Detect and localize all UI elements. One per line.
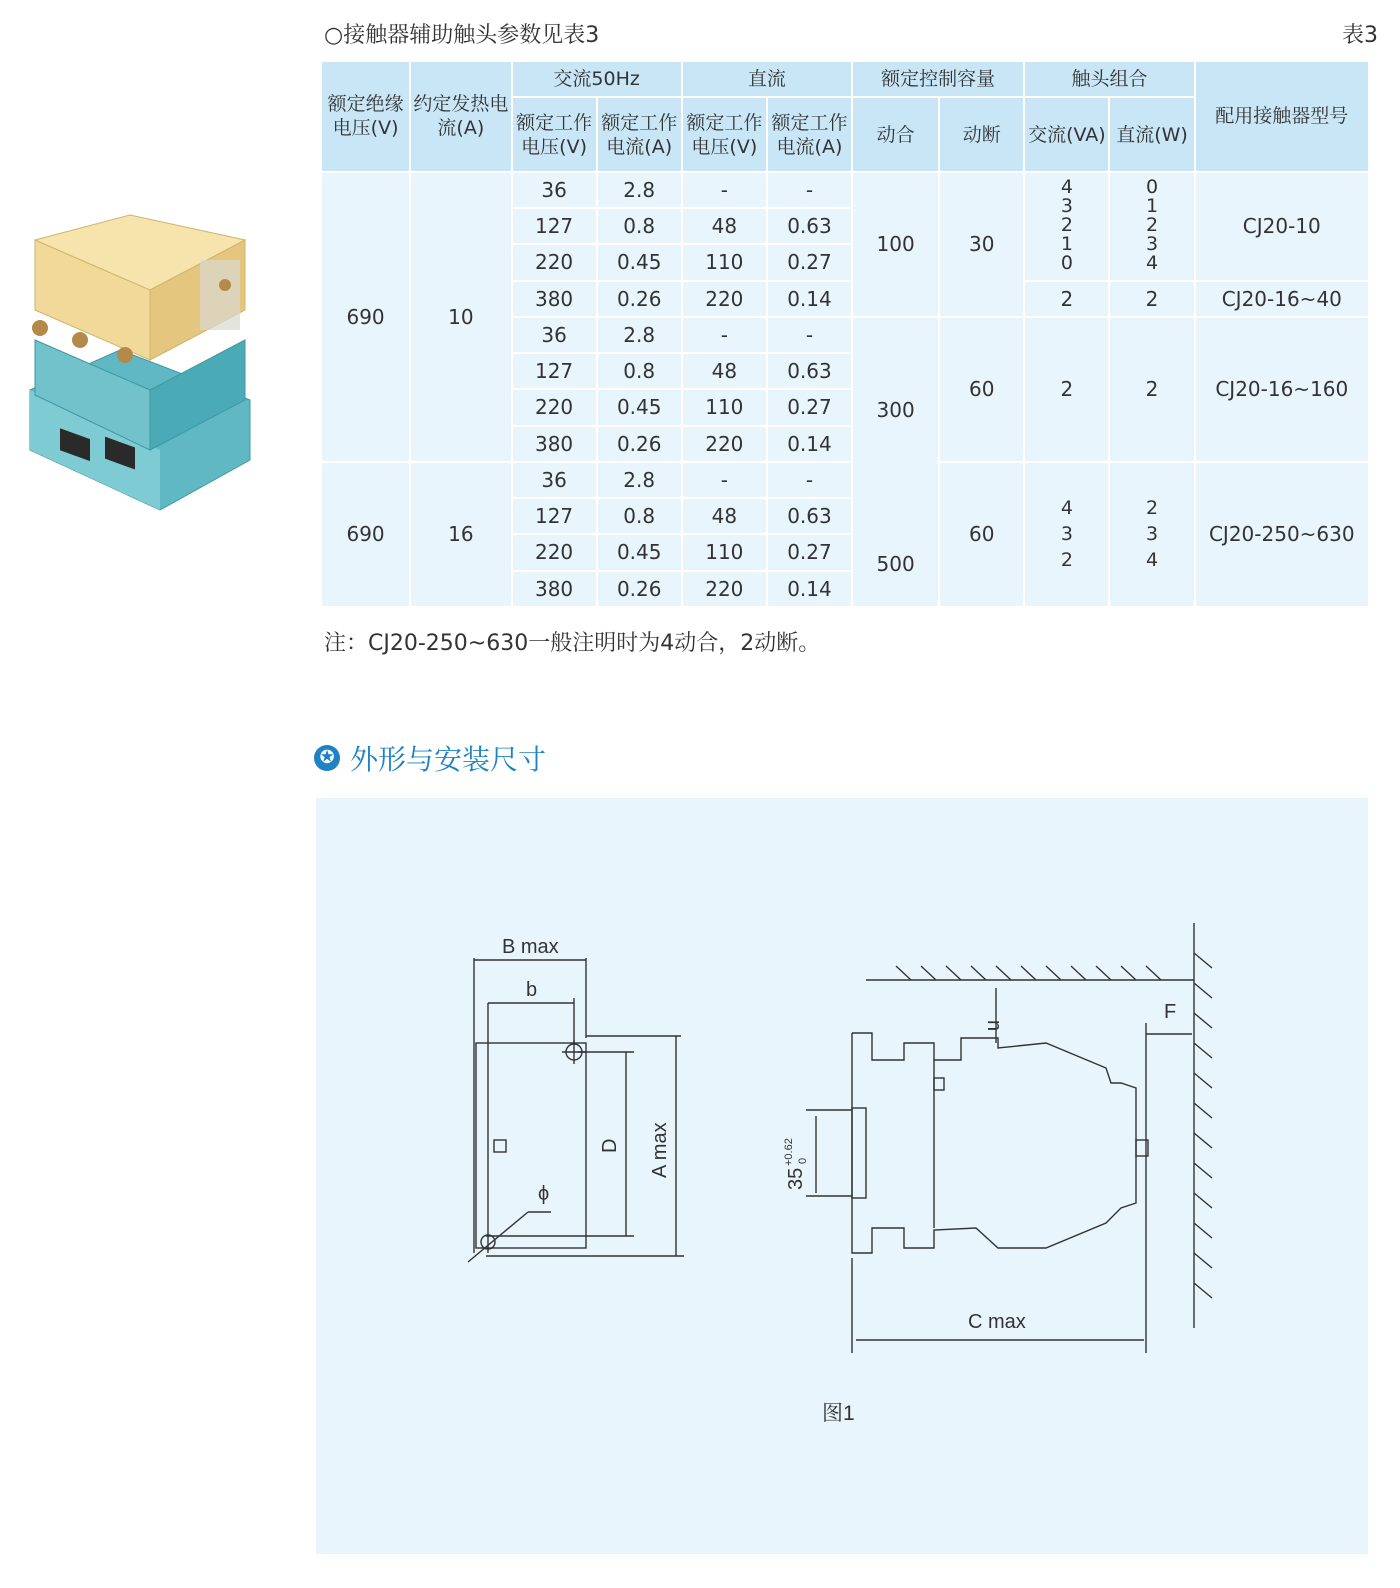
front-view-outline <box>476 1043 586 1248</box>
header-combo-ac: 交流(VA) <box>1025 98 1108 171</box>
table-number: 表3 <box>1342 23 1378 48</box>
cell-dc-a: 0.63 <box>768 499 851 533</box>
cell-dc-v: 48 <box>683 209 766 243</box>
cell-insulation-1: 690 <box>322 173 409 461</box>
cell-dc-v: 110 <box>683 245 766 279</box>
contactor-photo <box>10 200 270 520</box>
table-row <box>322 463 1368 497</box>
cell-dc-a: - <box>768 463 851 497</box>
cell-dc-a: 0.27 <box>768 245 851 279</box>
label-a-max: A max <box>649 1122 671 1178</box>
cell-ac-a: 0.26 <box>598 282 681 316</box>
label-d: D <box>599 1138 621 1153</box>
cell-dc-v: 110 <box>683 390 766 424</box>
header-thermal-current: 约定发热电流(A) <box>411 62 510 171</box>
cell-dc-a: 0.27 <box>768 390 851 424</box>
table-note: 注：CJ20-250~630一般注明时为4动合，2动断。 <box>324 631 821 656</box>
cell-ac-a: 0.45 <box>598 245 681 279</box>
cell-ac-a: 0.8 <box>598 354 681 388</box>
table-row <box>322 173 1368 207</box>
label-f: F <box>1164 1001 1177 1023</box>
header-ac-rated-current: 额定工作电流(A) <box>598 98 681 171</box>
label-c-max: C max <box>968 1311 1026 1333</box>
dimension-drawing <box>316 798 1368 1554</box>
cell-ac-v: 127 <box>513 354 596 388</box>
cell-dc-a: - <box>768 173 851 207</box>
cell-capacity-500: 500 <box>876 551 915 576</box>
aux-contact-params-table <box>320 60 1370 608</box>
cell-ac-v: 380 <box>513 427 596 461</box>
cell-dc-v: 48 <box>683 499 766 533</box>
cell-ac-a: 0.26 <box>598 427 681 461</box>
cell-ac-v: 36 <box>513 463 596 497</box>
cell-ac-v: 220 <box>513 390 596 424</box>
header-control-capacity: 额定控制容量 <box>853 62 1023 96</box>
header-break: 动断 <box>940 98 1023 171</box>
cell-combo-dc-a: 0 1 2 3 4 <box>1110 173 1193 280</box>
cell-combo-ac-c: 2 <box>1025 318 1108 461</box>
cell-dc-v: 48 <box>683 354 766 388</box>
star-icon: ✪ <box>314 745 340 771</box>
header-combo-dc: 直流(W) <box>1110 98 1193 171</box>
label-dim-35: 35 <box>785 1167 807 1190</box>
cell-dc-v: - <box>683 463 766 497</box>
cell-dc-v: - <box>683 318 766 352</box>
cell-ac-a: 0.45 <box>598 390 681 424</box>
cell-ac-v: 36 <box>513 318 596 352</box>
label-b: b <box>526 979 538 1001</box>
header-dc-rated-current: 额定工作电流(A) <box>768 98 851 171</box>
cell-dc-v: 220 <box>683 427 766 461</box>
cell-ac-a: 2.8 <box>598 463 681 497</box>
cell-combo-ac-b: 2 <box>1025 282 1108 316</box>
cell-dc-a: 0.14 <box>768 427 851 461</box>
cell-dc-v: - <box>683 173 766 207</box>
cell-dc-a: 0.63 <box>768 354 851 388</box>
label-phi: ϕ <box>538 1183 550 1205</box>
table-caption: ○接触器辅助触头参数见表3 <box>324 23 600 48</box>
cell-ac-v: 380 <box>513 282 596 316</box>
cell-dc-v: 220 <box>683 572 766 606</box>
label-tol-upper: +0.62 <box>783 1138 795 1166</box>
header-dc-rated-voltage: 额定工作电压(V) <box>683 98 766 171</box>
cell-ac-a: 2.8 <box>598 318 681 352</box>
cell-dc-v: 110 <box>683 535 766 569</box>
section-title: 外形与安装尺寸 <box>350 743 547 776</box>
cell-combo-dc-d: 2 3 4 <box>1110 463 1193 606</box>
cell-combo-ac-d: 4 3 2 <box>1025 463 1108 606</box>
dimension-drawing-svg <box>316 798 1368 1554</box>
cell-combo-dc-b: 2 <box>1110 282 1193 316</box>
cell-thermal-1: 10 <box>411 173 510 461</box>
figure-caption: 图1 <box>822 1402 855 1425</box>
cell-thermal-2: 16 <box>411 463 510 606</box>
cell-ac-v: 220 <box>513 245 596 279</box>
cell-ac-a: 2.8 <box>598 173 681 207</box>
header-matching-model: 配用接触器型号 <box>1196 62 1368 171</box>
header-insulation-voltage: 额定绝缘电压(V) <box>322 62 409 171</box>
cell-capacity-30: 30 <box>940 173 1023 316</box>
cell-capacity-300-500 <box>853 318 938 606</box>
cell-ac-a: 0.8 <box>598 209 681 243</box>
cell-model-3: CJ20-16~160 <box>1196 318 1368 461</box>
cell-ac-v: 127 <box>513 499 596 533</box>
cell-ac-v: 380 <box>513 572 596 606</box>
cell-ac-a: 0.45 <box>598 535 681 569</box>
cell-ac-v: 36 <box>513 173 596 207</box>
cell-dc-a: - <box>768 318 851 352</box>
cell-insulation-2: 690 <box>322 463 409 606</box>
cell-model-4: CJ20-250~630 <box>1196 463 1368 606</box>
section-heading <box>314 738 546 778</box>
cell-ac-v: 220 <box>513 535 596 569</box>
cell-capacity-60b: 60 <box>940 463 1023 606</box>
cell-dc-v: 220 <box>683 282 766 316</box>
cell-dc-a: 0.27 <box>768 535 851 569</box>
label-tol-lower: 0 <box>797 1157 809 1164</box>
label-b-max: B max <box>502 936 559 958</box>
cell-capacity-300: 300 <box>876 397 915 422</box>
cell-capacity-100: 100 <box>853 173 938 316</box>
cell-ac-v: 127 <box>513 209 596 243</box>
label-n: n <box>983 1020 1005 1032</box>
header-make: 动合 <box>853 98 938 171</box>
header-dc: 直流 <box>683 62 851 96</box>
cell-combo-ac-a: 4 3 2 1 0 <box>1025 173 1108 280</box>
cell-model-2: CJ20-16~40 <box>1196 282 1368 316</box>
cell-dc-a: 0.14 <box>768 282 851 316</box>
cell-combo-dc-c: 2 <box>1110 318 1193 461</box>
cell-ac-a: 0.8 <box>598 499 681 533</box>
cell-model-1: CJ20-10 <box>1196 173 1368 280</box>
cell-ac-a: 0.26 <box>598 572 681 606</box>
header-ac: 交流50Hz <box>513 62 681 96</box>
header-ac-rated-voltage: 额定工作电压(V) <box>513 98 596 171</box>
cell-dc-a: 0.14 <box>768 572 851 606</box>
cell-dc-a: 0.63 <box>768 209 851 243</box>
header-contact-combo: 触头组合 <box>1025 62 1193 96</box>
cell-capacity-60a: 60 <box>940 318 1023 461</box>
